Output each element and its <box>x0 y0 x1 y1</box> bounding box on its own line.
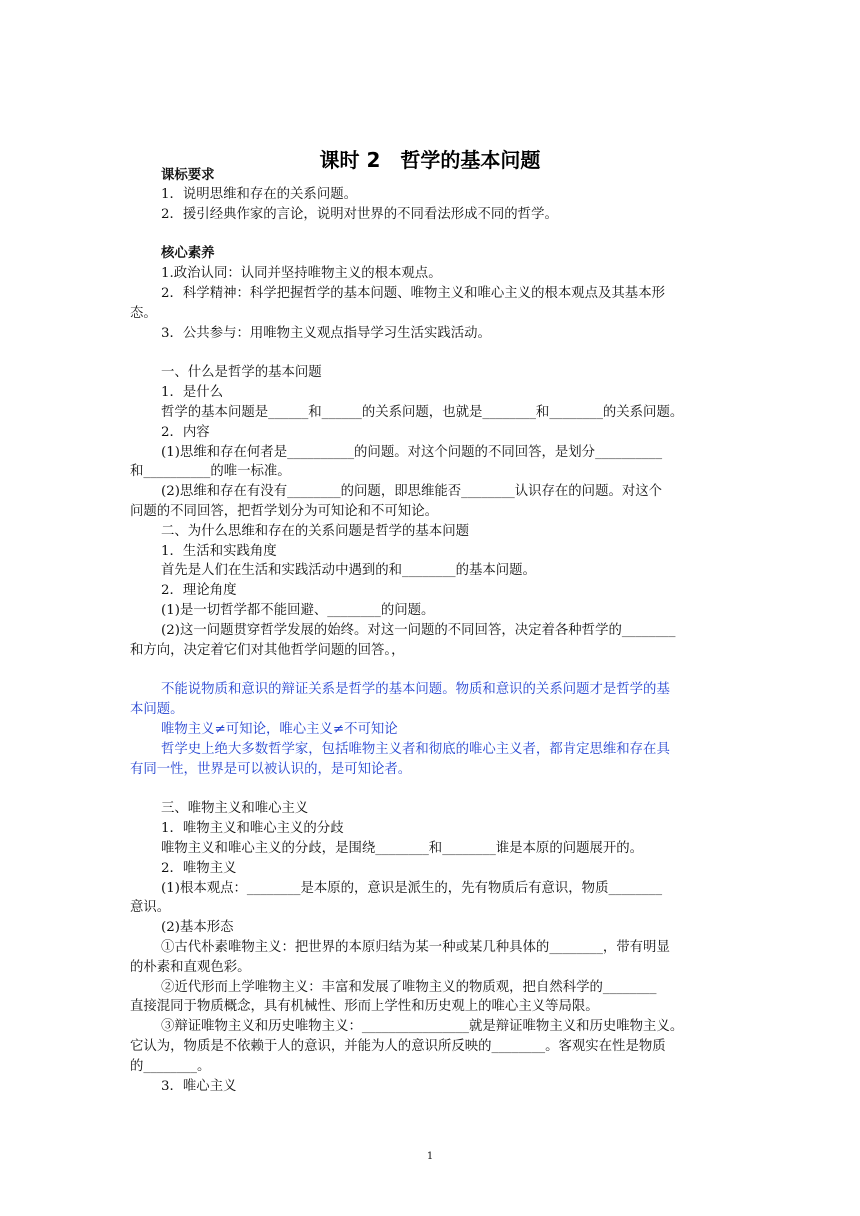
text-line: (1)思维和存在何者是__________的问题。对这个问题的不同回答，是划分__________ <box>161 445 663 460</box>
text-line: 2．援引经典作家的言论，说明对世界的不同看法形成不同的哲学。 <box>161 207 558 222</box>
text-line: 的________。 <box>130 1059 211 1074</box>
text-line: 2．内容 <box>161 425 210 440</box>
text-line: 三、唯物主义和唯心主义 <box>161 801 309 816</box>
text-line: (2)思维和存在有没有________的问题，即思维能否________认识存在的问题。对这个 <box>161 484 663 499</box>
note-line: 唯物主义≠可知论，唯心主义≠不可知论 <box>161 722 398 737</box>
section-heading: 核心素养 <box>161 246 215 261</box>
section-heading: 课标要求 <box>161 168 215 183</box>
text-line: 问题的不同回答，把哲学划分为可知论和不可知论。 <box>130 504 438 519</box>
text-line: ①古代朴素唯物主义：把世界的本原归结为某一种或某几种具体的________，带有明显 <box>161 940 670 955</box>
text-line: 哲学的基本问题是______和______的关系问题，也就是________和________的关系问题。 <box>161 405 684 420</box>
text-line: 1.政治认同：认同并坚持唯物主义的根本观点。 <box>161 266 442 281</box>
text-line: 态。 <box>130 306 157 321</box>
text-line: 和方向，决定着它们对其他哲学问题的回答。， <box>130 643 405 658</box>
text-line: 唯物主义和唯心主义的分歧，是围绕________和________谁是本原的问题展开的。 <box>161 841 644 856</box>
note-line: 哲学史上绝大多数哲学家，包括唯物主义者和彻底的唯心主义者，都肯定思维和存在具 <box>161 742 670 757</box>
text-line: 1．是什么 <box>161 385 224 400</box>
text-line: 1．说明思维和存在的关系问题。 <box>161 187 357 202</box>
text-line: (1)根本观点：________是本原的，意识是派生的，先有物质后有意识，物质________ <box>161 881 663 896</box>
text-line: 二、为什么思维和存在的关系问题是哲学的基本问题 <box>161 524 469 539</box>
text-line: 2．唯物主义 <box>161 861 237 876</box>
note-line: 本问题。 <box>130 702 184 717</box>
text-line: 一、什么是哲学的基本问题 <box>161 365 322 380</box>
text-line: 它认为，物质是不依赖于人的意识，并能为人的意识所反映的________。客观实在性是物质 <box>130 1039 666 1054</box>
text-line: 意识。 <box>130 900 171 915</box>
text-line: 和__________的唯一标准。 <box>130 464 291 479</box>
page-number: 1 <box>426 1151 434 1162</box>
text-line: 2．科学精神：科学把握哲学的基本问题、唯物主义和唯心主义的根本观点及其基本形 <box>161 286 665 301</box>
text-line: 1．唯物主义和唯心主义的分歧 <box>161 821 344 836</box>
text-line: 3．唯心主义 <box>161 1079 237 1094</box>
text-line: 首先是人们在生活和实践活动中遇到的和________的基本问题。 <box>161 563 536 578</box>
text-line: ②近代形而上学唯物主义：丰富和发展了唯物主义的物质观，把自然科学的________ <box>161 980 657 995</box>
note-line: 有同一性，世界是可以被认识的，是可知论者。 <box>130 762 412 777</box>
text-line: 2．理论角度 <box>161 583 237 598</box>
text-line: (2)基本形态 <box>161 920 234 935</box>
note-line: 不能说物质和意识的辩证关系是哲学的基本问题。物质和意识的关系问题才是哲学的基 <box>161 682 670 697</box>
text-line: (1)是一切哲学都不能回避、________的问题。 <box>161 603 435 618</box>
text-line: (2)这一问题贯穿哲学发展的始终。对这一问题的不同回答，决定着各种哲学的________ <box>161 623 676 638</box>
text-line: 1．生活和实践角度 <box>161 544 277 559</box>
text-line: 的朴素和直观色彩。 <box>130 960 251 975</box>
text-line: 直接混同于物质概念，具有机械性、形而上学性和历史观上的唯心主义等局限。 <box>130 999 599 1014</box>
text-line: 3．公共参与：用唯物主义观点指导学习生活实践活动。 <box>161 326 491 341</box>
text-line: ③辩证唯物主义和历史唯物主义：________________就是辩证唯物主义和历史唯物主义。 <box>161 1019 684 1034</box>
page-title: 课时 2 哲学的基本问题 <box>319 148 541 172</box>
